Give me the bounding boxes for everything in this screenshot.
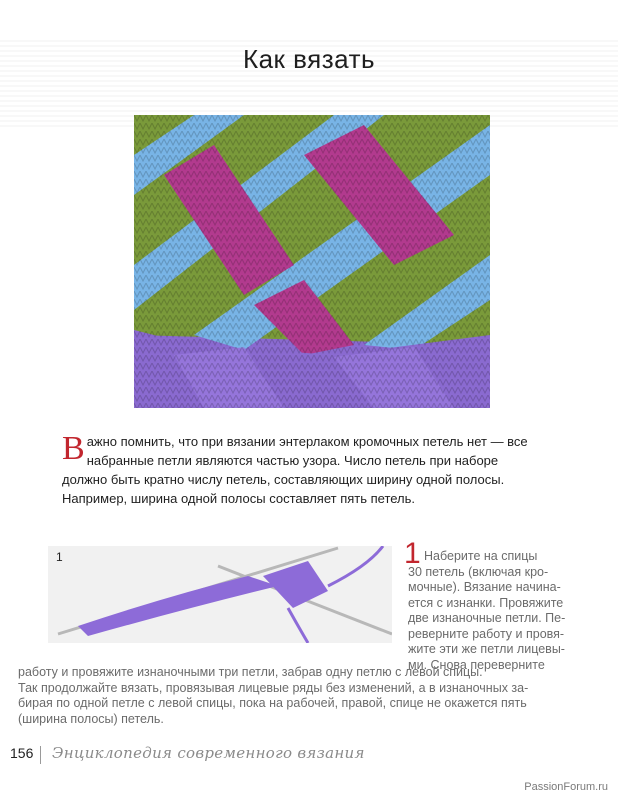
step1-text-bottom — [18, 665, 598, 727]
step1-line: бирая по одной петле с левой спицы, пока на рабочей, правой, спице не окажется пять — [18, 696, 527, 710]
intro-text: ажно помнить, что при вязании энтерлаком кромочных петель нет — все набранные петли являются частью узора. Число петель при наборе должно быть кратно числу петель, составляющих ширину одной полосы. Например, ширина одной полосы составляет пять петель. — [62, 434, 528, 506]
intro-paragraph — [62, 432, 540, 508]
step1-line: (ширина полосы) петель. — [18, 711, 164, 726]
page-number: 156 — [10, 745, 34, 761]
step1-photo-label: 1 — [56, 550, 63, 564]
step1-photo — [48, 546, 392, 643]
step1-line: две изнаночные петли. Пе- — [408, 611, 566, 625]
step1-line: ется с изнанки. Провяжите — [408, 595, 564, 610]
step1-line: 30 петель (включая кро- — [408, 564, 549, 579]
footer-book-title: Энциклопедия современного вязания — [52, 744, 365, 762]
footer-divider — [40, 746, 41, 764]
step1-line: мочные). Вязание начина- — [408, 580, 561, 594]
step1-number: 1 — [404, 537, 421, 570]
page-title: Как вязать — [242, 44, 376, 74]
entrelac-swatch-photo — [134, 115, 490, 408]
step1-line: ми. Снова переверните — [408, 657, 545, 672]
step1-line: Наберите на спицы — [424, 549, 538, 563]
step1-text-right — [408, 549, 576, 673]
step1-line: жите эти же петли лицевы- — [408, 642, 565, 656]
step1-line: Так продолжайте вязать, провязывая лицевые ряды без изменений, а в изнаночных за- — [18, 680, 529, 695]
watermark: PassionForum.ru — [524, 781, 608, 793]
step1-line: реверните работу и провя- — [408, 626, 565, 641]
step1-line: работу и провяжите изнаночными три петли, забрав одну петлю с левой спицы. — [18, 665, 483, 679]
intro-dropcap: В — [62, 430, 85, 467]
